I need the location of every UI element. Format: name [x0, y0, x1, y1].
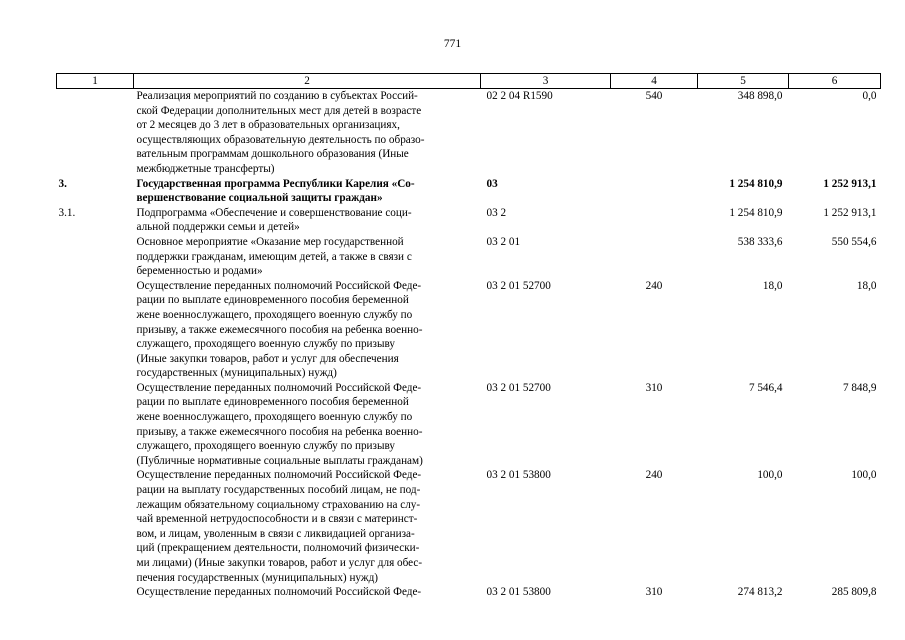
table-row: [57, 381, 881, 469]
row-name-line: Осуществление переданных полномочий Российской Феде-: [136, 469, 422, 482]
row-name-line: вательным программам дошкольного образования (Иные: [136, 148, 409, 161]
column-header: 3: [481, 74, 611, 89]
amount-year-1: 100,0: [757, 469, 783, 482]
row-name-line: рации по выплате единовременного пособия беременной: [136, 294, 409, 307]
row-name-line: Реализация мероприятий по созданию в субъектах Россий-: [136, 90, 418, 102]
row-name-line: (Публичные нормативные социальные выплаты гражданам): [136, 454, 423, 467]
row-number: 3.: [58, 177, 67, 190]
budget-code: 02 2 04 R1590: [486, 90, 553, 102]
row-name-line: межбюджетные трансферты): [136, 162, 275, 175]
row-name-line: жене военнослужащего, проходящего военную службу по: [136, 411, 413, 424]
expense-type: 310: [645, 381, 663, 394]
row-number: [57, 585, 134, 600]
row-name-line: ций (прекращением деятельности, полномочий физически-: [136, 542, 420, 555]
row-name-line: жене военнослужащего, проходящего военную службу по: [136, 308, 413, 321]
column-header: 6: [789, 74, 881, 89]
row-name-line: от 2 месяцев до 3 лет в образовательных организациях,: [136, 119, 400, 132]
row-number: [57, 89, 134, 177]
table-row: [57, 89, 881, 177]
amount-year-1: 274 813,2: [737, 586, 783, 599]
table-row: [57, 177, 881, 206]
amount-year-2: 0,0: [862, 90, 877, 102]
row-number: 3.1.: [58, 206, 76, 219]
table-body: [57, 89, 881, 600]
budget-code: 03 2 01 53800: [486, 469, 551, 482]
amount-year-2: 1 252 913,1: [823, 177, 877, 190]
row-name-line: служащего, проходящего военную службу по призыву: [136, 338, 395, 351]
amount-year-1: 538 333,6: [737, 235, 783, 248]
column-header: 2: [134, 74, 481, 89]
table-row: [57, 235, 881, 279]
row-number: [57, 381, 134, 469]
amount-year-2: 100,0: [851, 469, 877, 482]
row-name-line: рации по выплате единовременного пособия беременной: [136, 396, 409, 409]
table-row: [57, 585, 881, 600]
expense-type: [611, 177, 698, 206]
table-row: [57, 279, 881, 381]
row-name-line: служащего, проходящего военную службу по призыву: [136, 440, 395, 453]
amount-year-2: 7 848,9: [842, 381, 877, 394]
row-name-line: вом, и лицам, уволенным в связи с ликвидацией организа-: [136, 527, 415, 540]
row-name-line: Осуществление переданных полномочий Российской Феде-: [136, 381, 422, 394]
table-row: [57, 206, 881, 235]
row-name-line: призыву, а также ежемесячного пособия на ребенка военно-: [136, 323, 423, 336]
row-name-line: беременностью и родами»: [136, 265, 263, 278]
row-name: [134, 177, 481, 206]
expense-type: 540: [645, 90, 663, 102]
row-name-line: ми лицами) (Иные закупки товаров, работ и услуг для обес-: [136, 557, 423, 569]
amount-year-1: 1 254 810,9: [729, 177, 783, 190]
amount-year-1: 1 254 810,9: [729, 206, 783, 219]
row-name-line: Государственная программа Республики Карелия «Со-: [136, 177, 415, 190]
row-name-line: рации на выплату государственных пособий лицам, не под-: [136, 484, 421, 497]
budget-table: [56, 73, 881, 600]
row-name-line: печения государственных (муниципальных) нужд): [136, 571, 379, 584]
expense-type: [611, 206, 698, 235]
row-number: [57, 235, 134, 279]
expense-type: 240: [645, 279, 663, 292]
budget-code: 03 2 01 52700: [486, 381, 551, 394]
column-header: 4: [611, 74, 698, 89]
amount-year-1: 348 898,0: [737, 90, 783, 102]
row-name-line: Осуществление переданных полномочий Российской Феде-: [136, 586, 422, 599]
row-name-line: ской Федерации дополнительных мест для детей в возрасте: [136, 104, 422, 117]
row-name: [134, 89, 481, 177]
row-name: [134, 235, 481, 279]
budget-code: 03 2 01: [486, 235, 521, 248]
row-name-line: Подпрограмма «Обеспечение и совершенствование соци-: [136, 206, 412, 219]
row-name-line: альной поддержки семьи и детей»: [136, 221, 300, 234]
row-name: [134, 381, 481, 469]
row-number: [57, 468, 134, 585]
row-name-line: вершенствование социальной защиты граждан»: [136, 192, 383, 205]
budget-code: 03 2 01 52700: [486, 279, 551, 292]
amount-year-1: 7 546,4: [748, 381, 783, 394]
table-row: [57, 468, 881, 585]
row-name-line: государственных (муниципальных) нужд): [136, 367, 337, 380]
row-number: [57, 279, 134, 381]
amount-year-2: 550 554,6: [831, 235, 877, 248]
budget-code: 03: [486, 177, 498, 190]
page-number: 771: [443, 38, 462, 50]
row-name: [134, 468, 481, 585]
header-row: [57, 74, 881, 89]
expense-type: [611, 235, 698, 279]
row-name-line: лежащим обязательному социальному страхованию на слу-: [136, 498, 421, 511]
expense-type: 310: [645, 586, 663, 599]
row-name-line: чай временной нетрудоспособности и в связи с материнст-: [136, 513, 418, 526]
budget-code: 03 2 01 53800: [486, 586, 551, 599]
amount-year-2: 1 252 913,1: [823, 206, 877, 219]
expense-type: 240: [645, 469, 663, 482]
row-name: [134, 279, 481, 381]
row-name-line: поддержки гражданам, имеющим детей, а также в связи с: [136, 250, 412, 263]
column-header: 1: [57, 74, 134, 89]
row-name: [134, 585, 481, 600]
amount-year-2: 18,0: [856, 279, 877, 292]
amount-year-2: 285 809,8: [831, 586, 877, 599]
row-name-line: Основное мероприятие «Оказание мер государственной: [136, 235, 404, 248]
budget-code: 03 2: [486, 206, 507, 219]
row-name-line: призыву, а также ежемесячного пособия на ребенка военно-: [136, 425, 423, 438]
row-name-line: (Иные закупки товаров, работ и услуг для обеспечения: [136, 352, 399, 365]
row-name-line: Осуществление переданных полномочий Российской Феде-: [136, 279, 422, 292]
column-header: 5: [698, 74, 789, 89]
row-name-line: осуществляющих образовательную деятельность по образо-: [136, 133, 425, 146]
amount-year-1: 18,0: [762, 279, 783, 292]
row-name: [134, 206, 481, 235]
